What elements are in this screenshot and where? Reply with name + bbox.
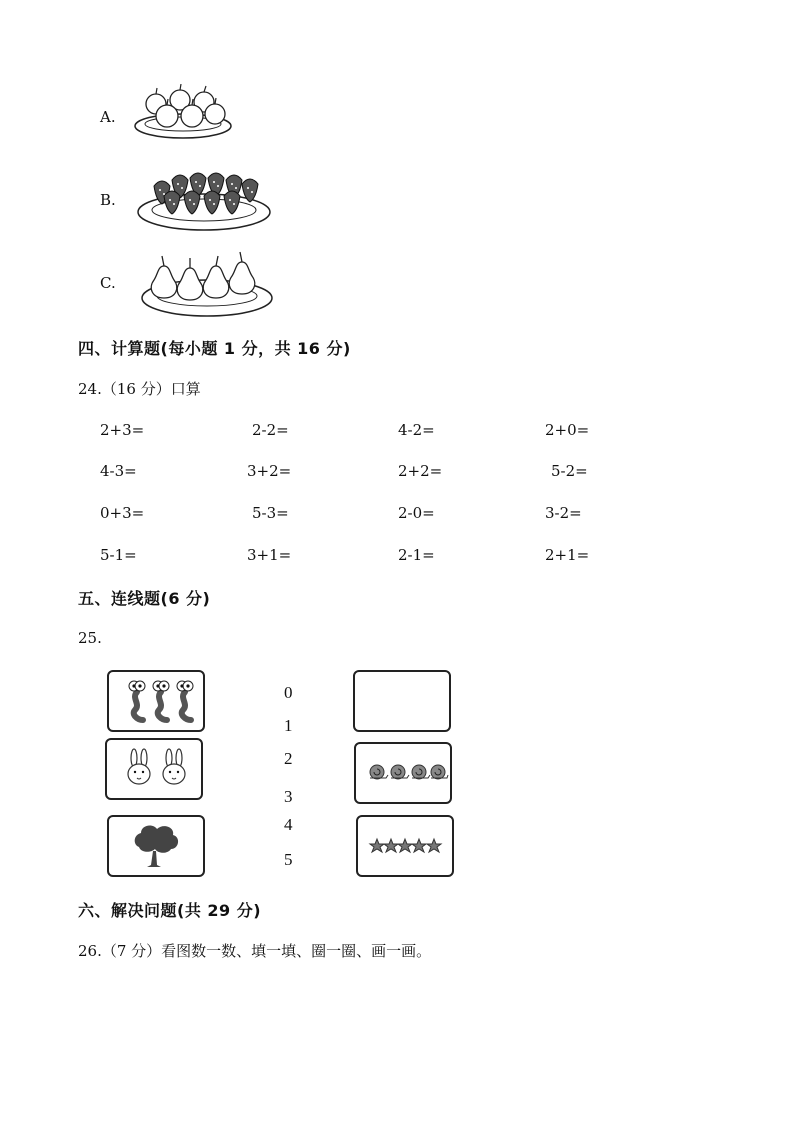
number-3: 3 (284, 787, 293, 806)
worms-image (109, 672, 203, 730)
option-a-label: A. (100, 108, 116, 126)
pears-plate-image (140, 248, 274, 318)
equation: 5-1= (100, 546, 137, 564)
section-6-title: 六、解决问题(共 29 分) (78, 901, 262, 920)
rabbits-image (107, 740, 201, 798)
rabbits-card[interactable] (105, 738, 203, 800)
equation: 0+3= (100, 504, 145, 522)
option-b-label: B. (100, 191, 116, 209)
question-24: 24.（16 分）口算 (78, 380, 201, 398)
section-4-title: 四、计算题(每小题 1 分，共 16 分) (78, 339, 351, 358)
section-5-title: 五、连线题(6 分) (78, 589, 211, 608)
equation: 4-2= (398, 421, 435, 439)
stars-card[interactable] (356, 815, 454, 877)
equation: 2+0= (545, 421, 590, 439)
question-25: 25. (78, 629, 102, 647)
equation: 3+2= (247, 462, 292, 480)
empty-card[interactable] (353, 670, 451, 732)
equation: 2+2= (398, 462, 443, 480)
tree-image (109, 817, 203, 875)
worms-card[interactable] (107, 670, 205, 732)
strawberries-plate-image (136, 166, 272, 232)
stars-image (358, 817, 452, 875)
question-26: 26.（7 分）看图数一数、填一填、圈一圈、画一画。 (78, 942, 432, 960)
equation: 2-0= (398, 504, 435, 522)
option-c-label: C. (100, 274, 116, 292)
number-0: 0 (284, 683, 293, 702)
snails-image (356, 744, 450, 802)
snails-card[interactable] (354, 742, 452, 804)
number-5: 5 (284, 850, 293, 869)
equation: 2-2= (252, 421, 289, 439)
equation: 3+1= (247, 546, 292, 564)
equation: 2+1= (545, 546, 590, 564)
number-1: 1 (284, 716, 293, 735)
tree-card[interactable] (107, 815, 205, 877)
apples-plate-image (132, 84, 234, 140)
equation: 3-2= (545, 504, 582, 522)
number-2: 2 (284, 749, 293, 768)
equation: 2+3= (100, 421, 145, 439)
equation: 4-3= (100, 462, 137, 480)
equation: 5-3= (252, 504, 289, 522)
equation: 5-2= (551, 462, 588, 480)
equation: 2-1= (398, 546, 435, 564)
number-4: 4 (284, 815, 293, 834)
